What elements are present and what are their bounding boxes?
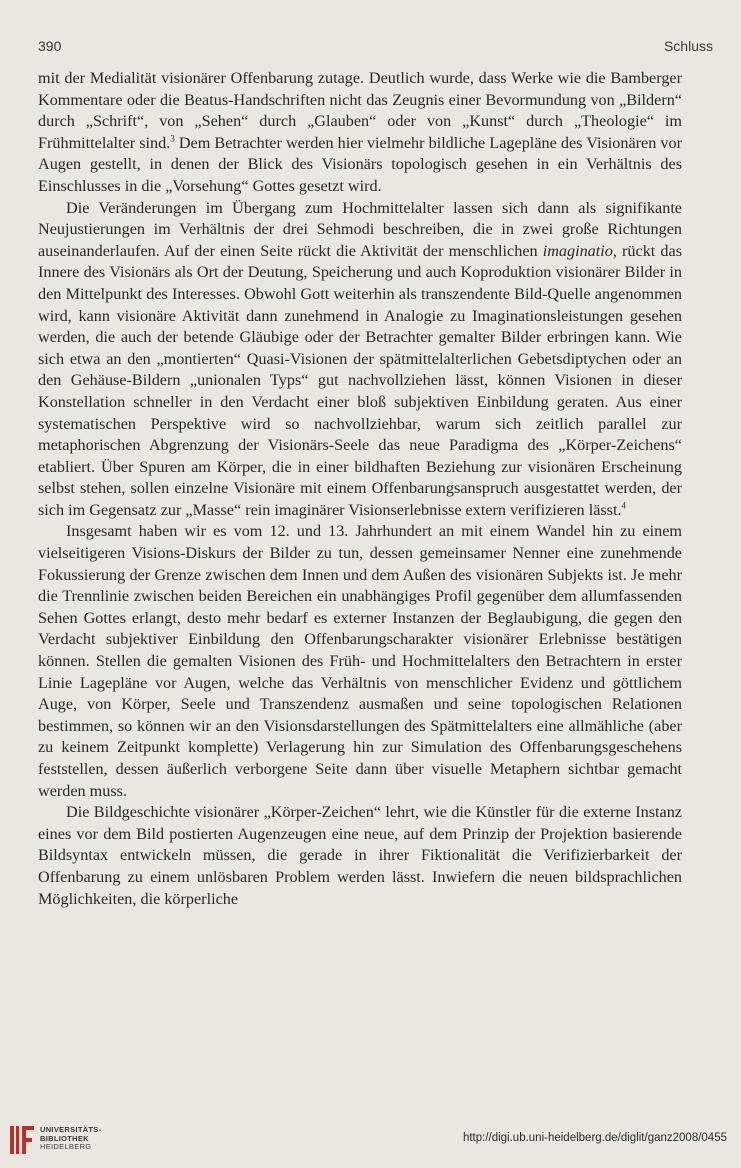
page-header <box>38 38 713 58</box>
paragraph-3: Insgesamt haben wir es vom 12. und 13. Jahrhundert an mit einem Wandel hin zu einem vielseitigeren Visions-Diskurs der Bilder zu tun, dessen gemeinsamer Nenner eine zunehmende Fokussierung der Grenze zwischen dem Innen und dem Außen des visionären Subjekts ist. Je mehr die Trennlinie zwischen beiden Bereichen ein unabhängiges Profil gegenüber dem allumfassenden Sehen Gottes erlangt, desto mehr bedarf es externer Instanzen der Beglaubigung, die gegen den Verdacht subjektiver Einbildung den Offenbarungscharakter visionärer Erlebnisse bestätigen können. Stellen die gemalten Visionen des Früh- und Hochmittelalters den Betrachtern in erster Linie Lagepläne vor Augen, welche das Verhältnis von menschlicher Evidenz und göttlichem Auge, von Körper, Seele und Transzendenz ausmaßen und seine topologischen Relationen bestimmen, so können wir an den Visionsdarstellungen des Spätmittelalters eine allmähliche (aber zu keinem Zeitpunkt komplette) Verlagerung hin zur Simulation des Offenbarungsgeschehens feststellen, dessen äußerlich verborgene Seite dann über visuelle Metaphern sichtbar gemacht werden muss. <box>38 522 682 800</box>
paragraph-1 <box>38 68 682 198</box>
footer <box>0 1112 741 1168</box>
library-logo-icon <box>8 1122 36 1158</box>
footnote-ref-4[interactable]: 4 <box>621 500 627 511</box>
library-name-line-3: HEIDELBERG <box>40 1142 92 1151</box>
paragraph-2-text-continued: , rückt das Innere des Visionärs als Ort der Deutung, Speicherung und auch Koproduktion visionärer Bilder in den Mittelpunkt des Interesses. Obwohl Gott weiterhin als transzendente Bild-Quelle angenommen wird, kann visionäre Aktivität dann zunehmend in Analogie zu Imaginationsleistungen gesehen werden, die auch der betende Gläubige oder der Betrachter gemalter Bilder erbringen kann. Wie sich etwa an den „montierten“ Quasi-Visionen der spätmittelalterlichen Gebetsdiptychen oder an den Gehäuse-Bildern „unionalen Typs“ gut nachvollziehen lässt, können Visionen in dieser Konstellation schneller in den Verdacht einer bloß subjektiven Einbildung geraten. Aus einer systematischen Perspektive wird so nachvollziehbar, warum sich zeitlich parallel zur metaphorischen Abgrenzung der Visionärs-Seele das neue Paradigma des „Körper-Zeichens“ etabliert. Über Spuren am Körper, die in einer bildhaften Beziehung zur visionären Erscheinung selbst stehen, sollen einzelne Visionäre mit einem Offenbarungsanspruch ausgestattet werden, der sich im Gegensatz zur „Masse“ rein imaginärer Visionserlebnisse extern verifizieren lässt. <box>38 241 682 519</box>
emphasis-imaginatio: imaginatio <box>542 241 613 260</box>
paragraph-2-text: Die Veränderungen im Übergang zum Hochmittelalter lassen sich dann als signifikante Neujustierungen im Verhältnis der drei Sehmodi beschreiben, die in zwei große Richtungen auseinanderlaufen. Auf der einen Seite rückt die Aktivität der menschlichen <box>38 198 682 260</box>
library-name-line-1: UNIVERSITÄTS- <box>40 1125 102 1134</box>
page-number: 390 <box>38 38 62 54</box>
source-url-link[interactable]: http://digi.ub.uni-heidelberg.de/diglit/ganz2008/0455 <box>462 1132 727 1144</box>
body-text <box>38 68 682 910</box>
footnote-ref-3[interactable]: 3 <box>170 133 175 144</box>
paragraph-1-text-continued: Dem Betrachter werden hier vielmehr bildliche Lagepläne des Visionären vor Augen gestellt, in denen der Blick des Visionärs topologisch gesehen in ein Verhältnis des Einschlusses in die „Vorsehung“ Gottes gesetzt wird. <box>38 133 682 195</box>
library-name-line-2: BIBLIOTHEK <box>40 1133 89 1143</box>
paragraph-1-text: mit der Medialität visionärer Offenbarung zutage. Deutlich wurde, dass Werke wie die Bamberger Kommentare oder die Beatus-Handschriften nicht das Zeugnis einer Bevormundung von „Bildern“ durch „Schrift“, von „Sehen“ durch „Glauben“ oder von „Kunst“ durch „Theologie“ im Frühmittelalter sind. <box>38 69 682 152</box>
running-head: Schluss <box>663 38 713 54</box>
paragraph-2 <box>38 198 682 522</box>
paragraph-4: Die Bildgeschichte visionärer „Körper-Zeichen“ lehrt, wie die Künstler für die externe Instanz eines vor dem Bild postierten Augenzeugen eine neue, auf dem Prinzip der Projektion basierende Bildsyntax entwickeln müssen, die gerade in ihrer Fiktionalität die Verifizierbarkeit der Offenbarung zu einem unlösbaren Problem werden lässt. Inwiefern die neuen bildsprachlichen Möglichkeiten, die körperliche <box>38 803 682 908</box>
library-name <box>40 1126 101 1152</box>
